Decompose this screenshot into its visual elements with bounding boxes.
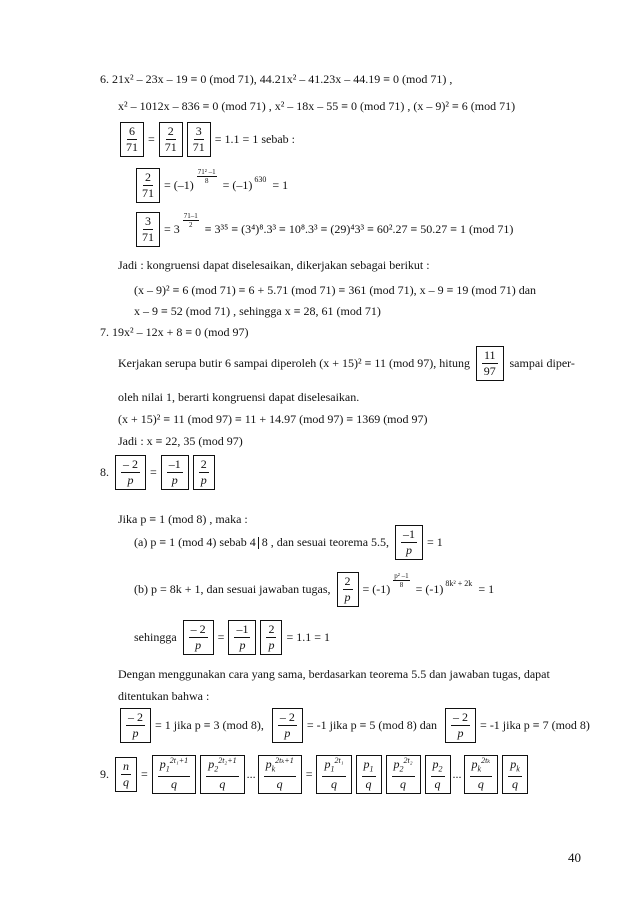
item8-dengan2: ditentukan bahwa : — [118, 689, 210, 703]
item6-line6: (x – 9)² ≡ 6 (mod 71) ≡ 6 + 5.71 (mod 71) ≡ 361 (mod 71), x – 9 ≡ 19 (mod 71) dan — [134, 283, 537, 297]
item7-line5: Jadi : x ≡ 22, 35 (mod 97) — [118, 434, 243, 448]
item6-line2: x² – 1012x – 836 ≡ 0 (mod 71) , x² – 18x – 55 ≡ 0 (mod 71) , (x – 9)² ≡ 6 (mod 71) — [118, 99, 516, 113]
item7-line4: (x + 15)² ≡ 11 (mod 97) ≡ 11 + 14.97 (mod 97) ≡ 1369 (mod 97) — [118, 412, 428, 426]
item6-line1: 6. 21x² – 23x – 19 ≡ 0 (mod 71), 44.21x² – 41.23x – 44.19 ≡ 0 (mod 71) , — [100, 72, 453, 86]
item8-jika: Jika p ≡ 1 (mod 8) , maka : — [118, 512, 248, 526]
item6-two-over-71: $\frac{2}{71}$ = (–1) 71² –1 8 = (–1) 630 = 1 — [134, 168, 290, 203]
item6-line7: x – 9 ≡ 52 (mod 71) , sehingga x ≡ 28, 61 (mod 71) — [134, 304, 381, 318]
item8-identity: 8. $\frac{- 2}{p}$ = $\frac{-1}{p}$ $\frac{2}{p}$ — [100, 455, 217, 490]
item7-line2: Kerjakan serupa butir 6 sampai diperoleh (x + 15)² ≡ 11 (mod 97), hitung $\frac{11}{97}$ sampai diper- — [118, 346, 575, 381]
item6-three-over-71: $\frac{3}{71}$ = 3 71–1 2 ≡ 3³⁵ ≡ (3⁴)⁸.3³ ≡ 10⁸.3³ ≡ (29)⁴3³ ≡ 60².27 ≡ 50.27 ≡ 1 (mod 71) — [134, 212, 515, 247]
item6-jadi: Jadi : kongruensi dapat diselesaikan, dikerjakan sebagai berikut : — [118, 258, 430, 272]
item9-jacobi-expansion: 9. $\frac{n}{q}$ = $\frac{p_1^{2t_1+1}}{q}$ $\frac{p_2^{2t_2+1}}{q}$ ... $\frac{p_k^{2t_k+1}}{q}$ = $\frac{p_1^{2t_1}}{q}$ $\frac{p_1}{q}$ $\frac{p_2^{2t_2}}{q}$ $\frac{p_2}{q}$ ... $\frac{p_k^{2t_k}}{q}$ $\frac{p_k}{q}$ — [100, 755, 530, 794]
item6-legendre-product: $\frac{6}{71}$ = $\frac{2}{71}$ $\frac{3}{71}$ = 1.1 = 1 sebab : — [118, 122, 297, 157]
item8-part-b: (b) p = 8k + 1, dan sesuai jawaban tugas, $\frac{2}{p}$ = (-1) p² –1 8 = (-1) 8k² + 2k = 1 — [134, 572, 496, 607]
item8-sehingga: sehingga $\frac{- 2}{p}$ = $\frac{-1}{p}$ $\frac{2}{p}$ = 1.1 = 1 — [134, 620, 332, 655]
page-number: 40 — [568, 850, 581, 865]
item8-dengan1: Dengan menggunakan cara yang sama, berdasarkan teorema 5.5 dan jawaban tugas, dapat — [118, 667, 550, 681]
item8-results: $\frac{- 2}{p}$ = 1 jika p ≡ 3 (mod 8), $\frac{- 2}{p}$ = -1 jika p ≡ 5 (mod 8) dan $\frac{- 2}{p}$ = -1 jika p ≡ 7 (mod 8) — [118, 708, 592, 743]
item8-part-a: (a) p ≡ 1 (mod 4) sebab 4 8 , dan sesuai teorema 5.5, $\frac{-1}{p}$ = 1 — [134, 525, 445, 560]
item7-line1: 7. 19x² – 12x + 8 ≡ 0 (mod 97) — [100, 325, 249, 339]
item7-line3: oleh nilai 1, berarti kongruensi dapat diselesaikan. — [118, 390, 360, 404]
divides-bar — [258, 537, 259, 549]
